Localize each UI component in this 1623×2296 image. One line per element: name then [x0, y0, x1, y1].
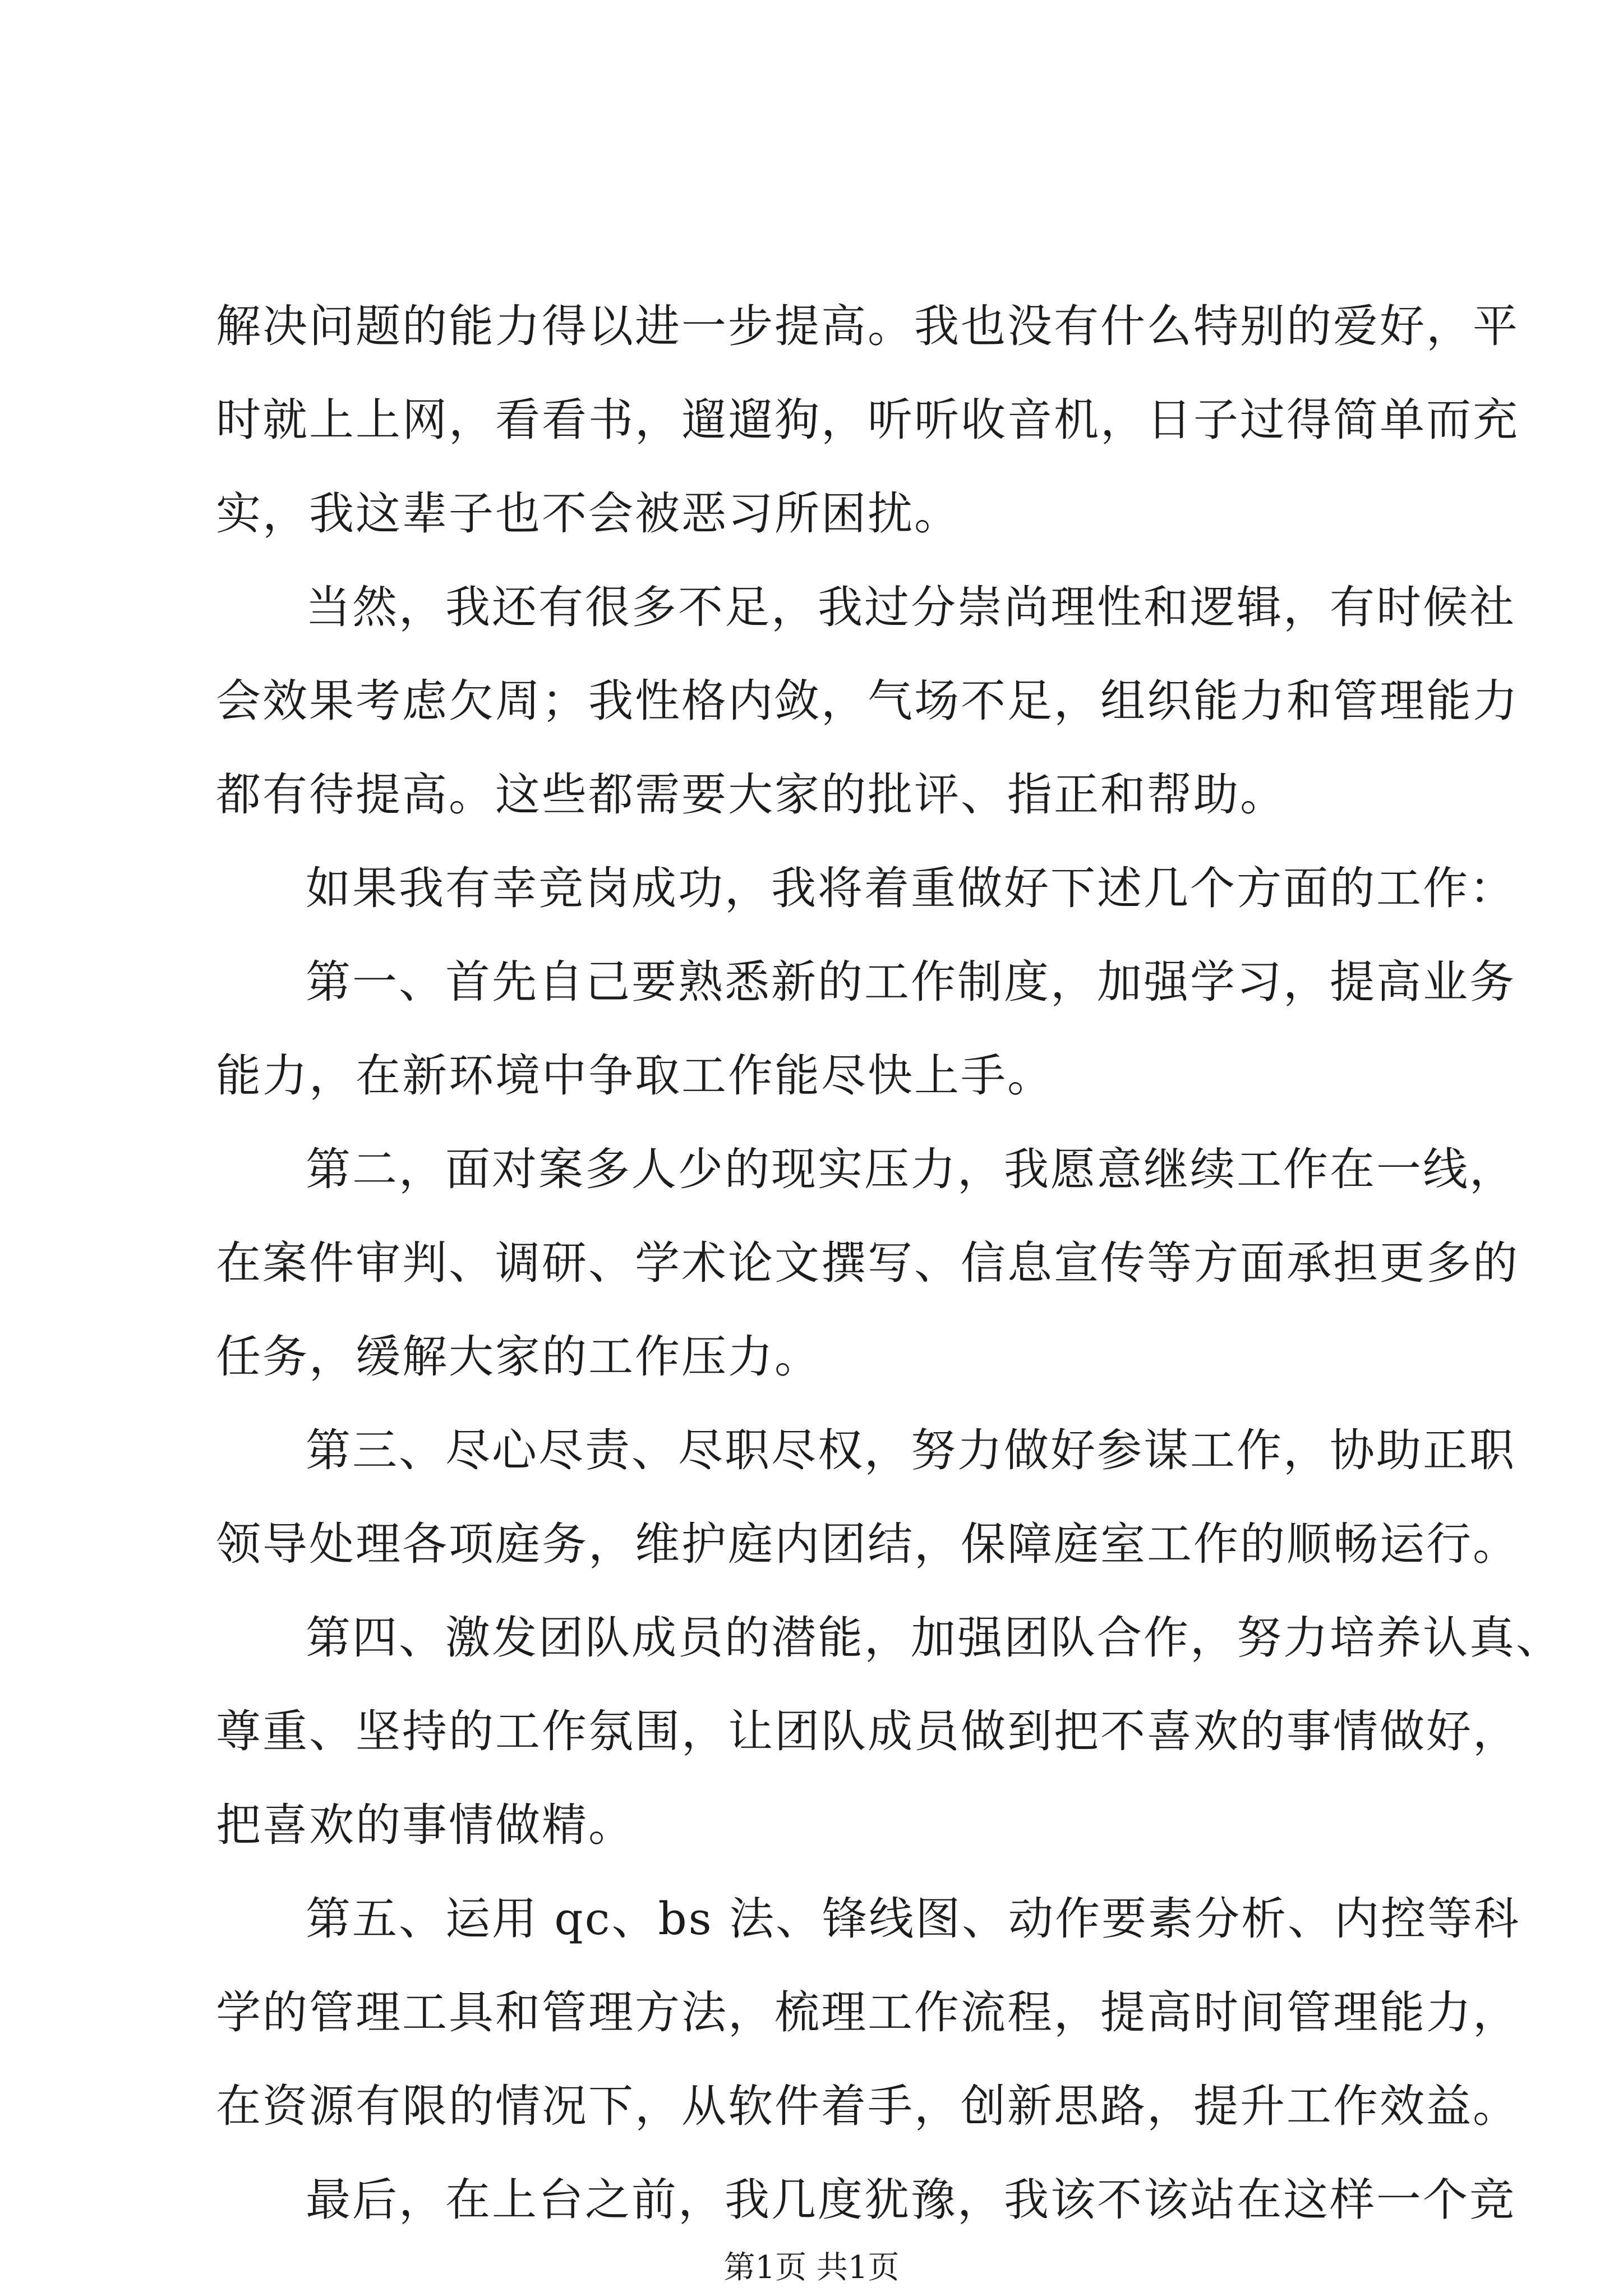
text-line: 实，我这辈子也不会被恶习所困扰。	[216, 487, 961, 540]
text-line: 第四、激发团队成员的潜能，加强团队合作，努力培养认真、	[306, 1612, 1562, 1664]
text-line: 会效果考虑欠周；我性格内敛，气场不足，组织能力和管理能力	[216, 675, 1519, 727]
text-line: 如果我有幸竞岗成功，我将着重做好下述几个方面的工作：	[306, 862, 1516, 914]
page-footer: 第1页 共1页	[723, 2249, 900, 2286]
text-line: 第五、运用 qc、bs 法、锋线图、动作要素分析、内控等科	[306, 1893, 1521, 1945]
text-line: 都有待提高。这些都需要大家的批评、指正和帮助。	[216, 769, 1287, 821]
text-line: 最后，在上台之前，我几度犹豫，我该不该站在这样一个竞	[306, 2174, 1516, 2226]
text-line: 在资源有限的情况下，从软件着手，创新思路，提升工作效益。	[216, 2080, 1519, 2132]
text-line: 能力，在新环境中争取工作能尽快上手。	[216, 1050, 1054, 1102]
text-line: 学的管理工具和管理方法，梳理工作流程，提高时间管理能力，	[216, 1986, 1519, 2039]
text-line: 当然，我还有很多不足，我过分崇尚理性和逻辑，有时候社	[306, 581, 1516, 633]
text-line: 时就上上网，看看书，遛遛狗，听听收音机，日子过得简单而充	[216, 394, 1519, 446]
text-line: 把喜欢的事情做精。	[216, 1799, 635, 1851]
text-line: 解决问题的能力得以进一步提高。我也没有什么特别的爱好，平	[216, 300, 1519, 352]
text-line: 第三、尽心尽责、尽职尽权，努力做好参谋工作，协助正职	[306, 1424, 1516, 1476]
text-line: 第一、首先自己要熟悉新的工作制度，加强学习，提高业务	[306, 956, 1516, 1008]
text-line: 领导处理各项庭务，维护庭内团结，保障庭室工作的顺畅运行。	[216, 1518, 1519, 1570]
text-line: 尊重、坚持的工作氛围，让团队成员做到把不喜欢的事情做好，	[216, 1705, 1519, 1757]
text-line: 第二，面对案多人少的现实压力，我愿意继续工作在一线，	[306, 1143, 1516, 1195]
text-line: 任务，缓解大家的工作压力。	[216, 1331, 821, 1383]
text-line: 在案件审判、调研、学术论文撰写、信息宣传等方面承担更多的	[216, 1237, 1519, 1289]
